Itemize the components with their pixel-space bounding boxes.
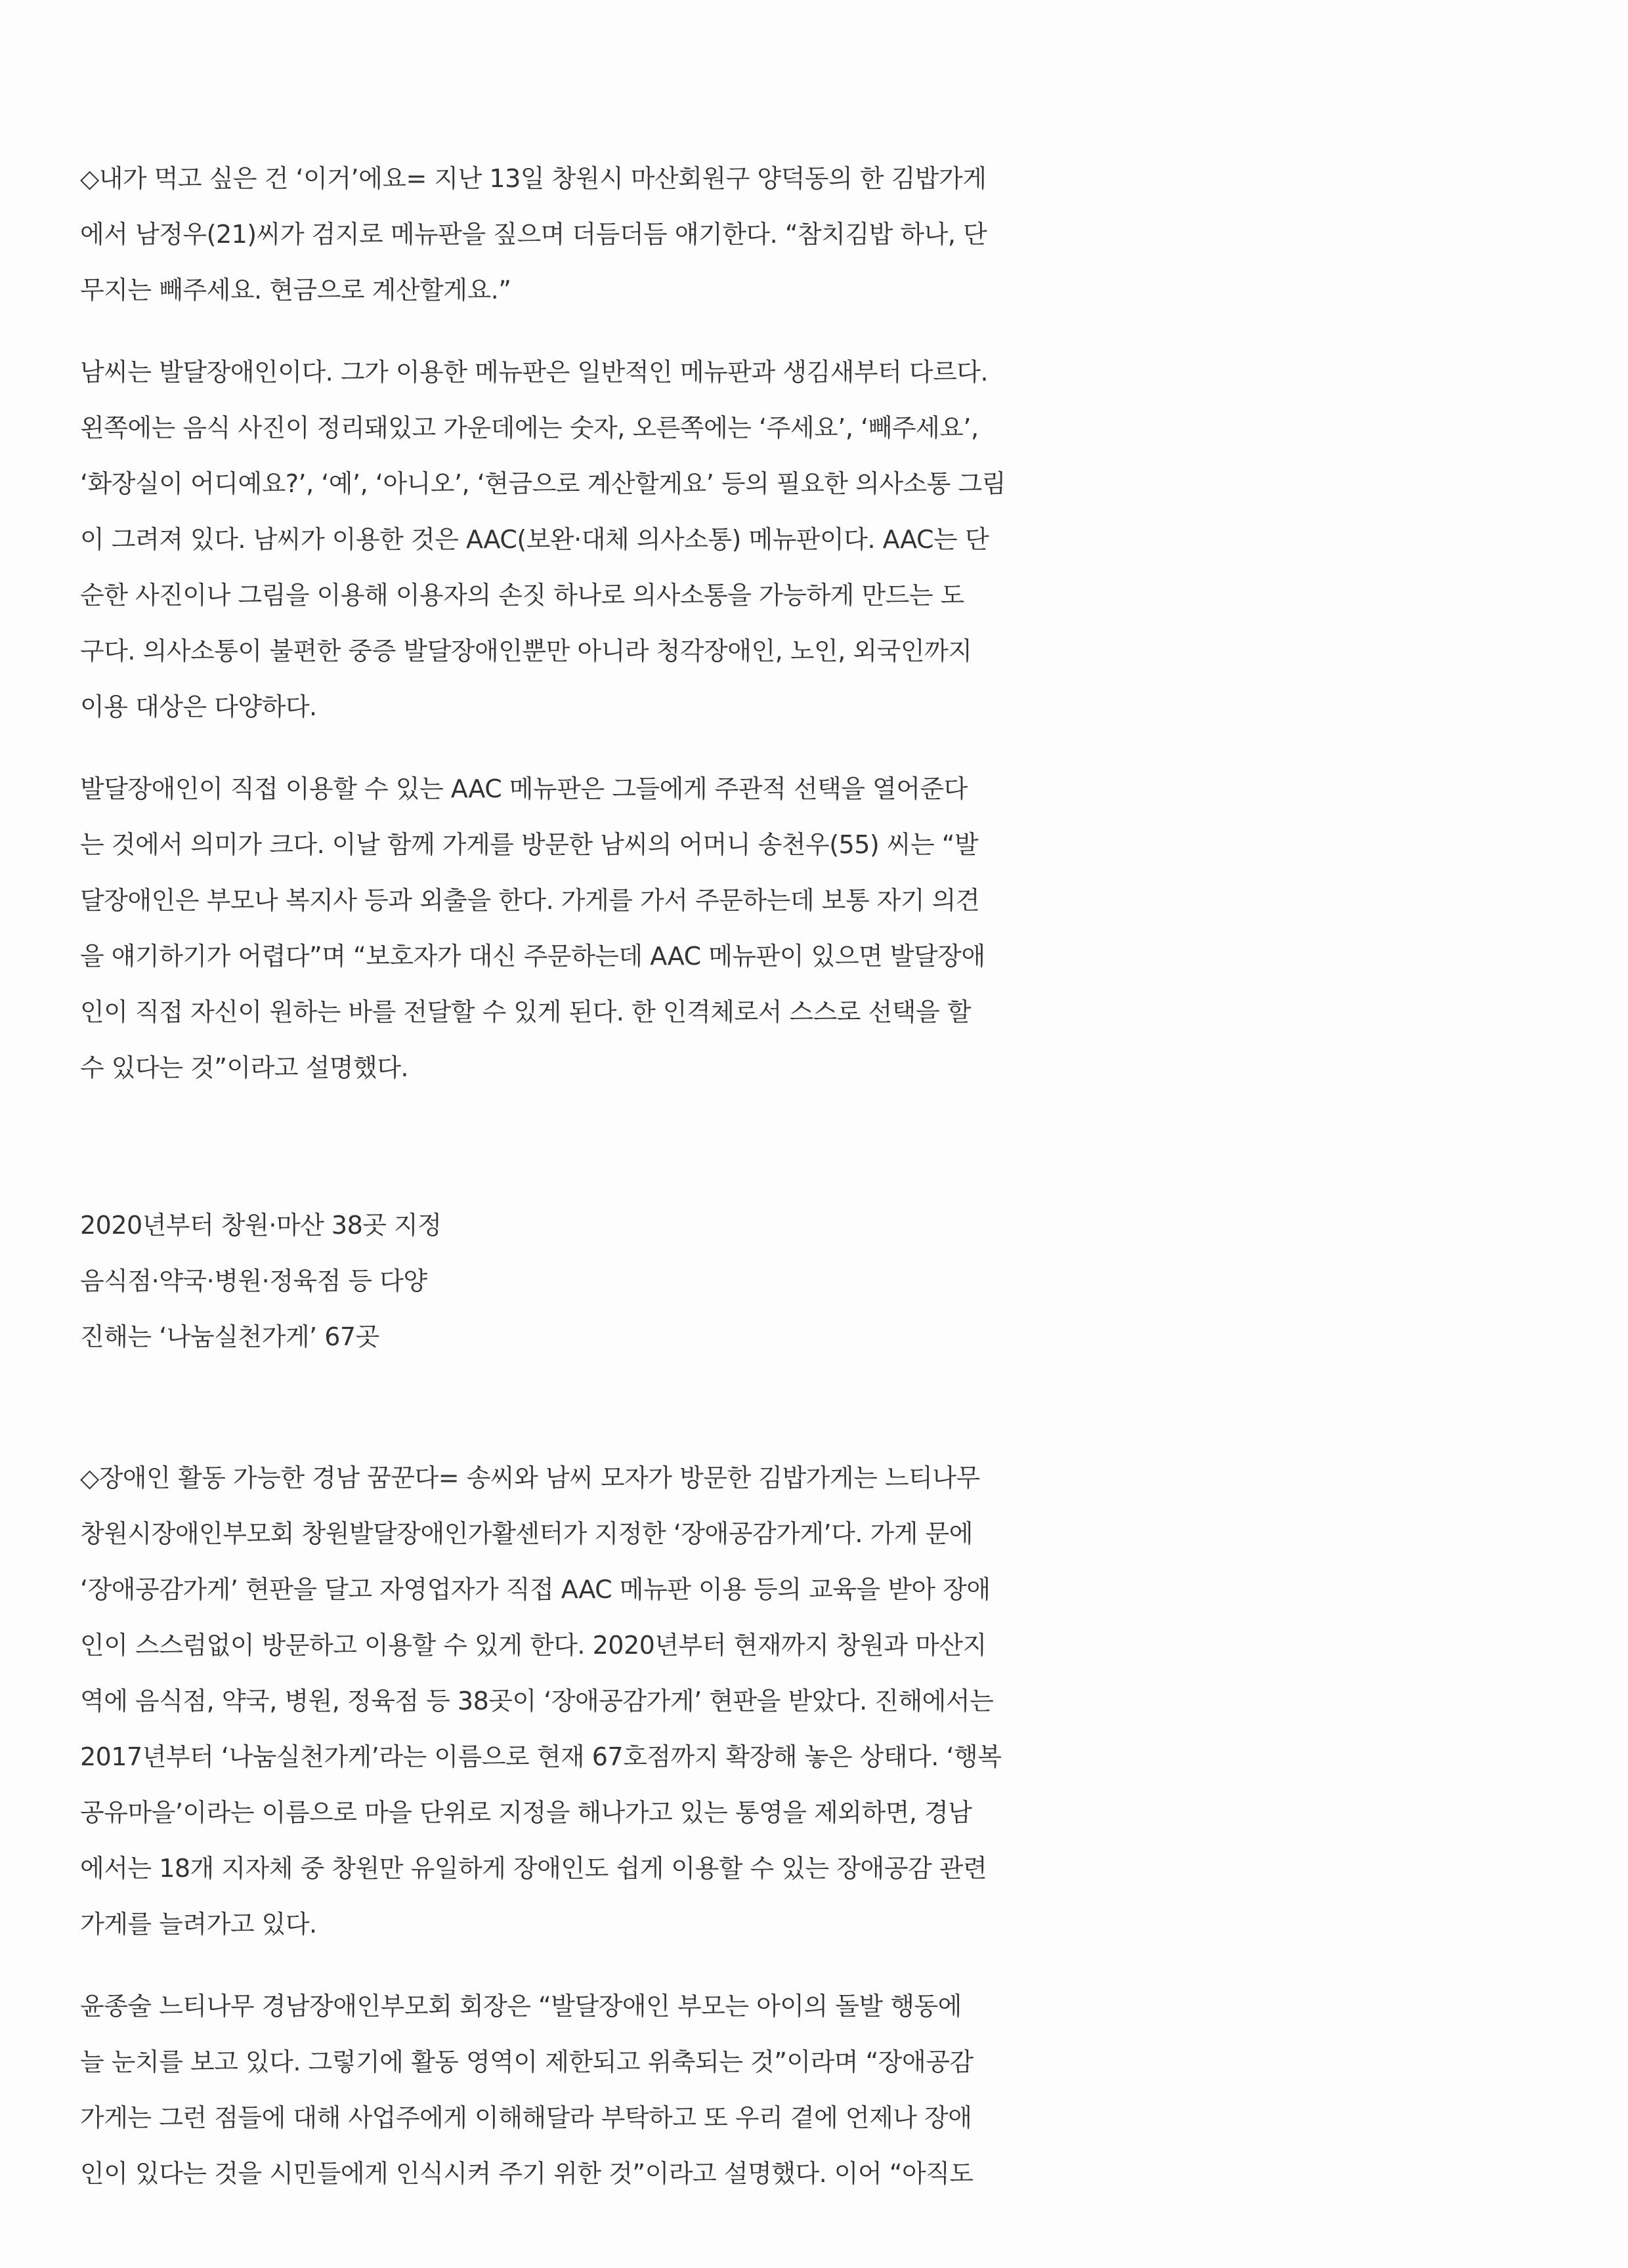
- text-line: 이 그려져 있다. 남씨가 이용한 것은 AAC(보완·대체 의사소통) 메뉴판이다. AAC는 단: [80, 525, 989, 554]
- text-line: ◇내가 먹고 싶은 건 ‘이거’에요= 지난 13일 창원시 마산회원구 양덕동의 한 김밥가게: [80, 164, 987, 193]
- subheadline-line: 음식점·약국·병원·정육점 등 다양: [80, 1267, 427, 1295]
- text-line: 2017년부터 ‘나눔실천가게’라는 이름으로 현재 67호점까지 확장해 놓은 상태다. ‘행복: [80, 1742, 1002, 1771]
- text-line: 수 있다는 것”이라고 설명했다.: [80, 1053, 409, 1082]
- paragraph-4: [80, 1450, 1117, 1952]
- text-line: 왼쪽에는 음식 사진이 정리돼있고 가운데에는 숫자, 오른쪽에는 ‘주세요’, ‘빼주세요’,: [80, 413, 979, 442]
- text-line: 인이 있다는 것을 시민들에게 인식시켜 주기 위한 것”이라고 설명했다. 이어 “아직도: [80, 2159, 974, 2188]
- spacer: [80, 1122, 1117, 1198]
- text-line: 창원시장애인부모회 창원발달장애인가활센터가 지정한 ‘장애공감가게’다. 가게 문에: [80, 1519, 973, 1548]
- text-line: 무지는 빼주세요. 현금으로 계산할게요.”: [80, 276, 511, 304]
- paragraph-3: [80, 761, 1117, 1096]
- text-line: 이용 대상은 다양하다.: [80, 692, 317, 721]
- text-line: ‘화장실이 어디예요?’, ‘예’, ‘아니오’, ‘현금으로 계산할게요’ 등의 필요한 의사소통 그림: [80, 469, 1006, 498]
- text-line: 구다. 의사소통이 불편한 중증 발달장애인뿐만 아니라 청각장애인, 노인, 외국인까지: [80, 637, 972, 665]
- paragraph-5: [80, 1979, 1117, 2202]
- text-line: 가게는 그런 점들에 대해 사업주에게 이해해달라 부탁하고 또 우리 곁에 언제나 장애: [80, 2103, 972, 2132]
- text-line: 남씨는 발달장애인이다. 그가 이용한 메뉴판은 일반적인 메뉴판과 생김새부터 다르다.: [80, 358, 989, 387]
- subheadline-line: 2020년부터 창원·마산 38곳 지정: [80, 1211, 442, 1240]
- text-line: 윤종술 느티나무 경남장애인부모회 회장은 “발달장애인 부모는 아이의 돌발 행동에: [80, 1992, 962, 2021]
- subheadline-line: 진해는 ‘나눔실천가게’ 67곳: [80, 1322, 379, 1351]
- paragraph-1: [80, 151, 1117, 318]
- text-line: 인이 직접 자신이 원하는 바를 전달할 수 있게 된다. 한 인격체로서 스스로 선택을 할: [80, 998, 971, 1026]
- text-line: 에서 남정우(21)씨가 검지로 메뉴판을 짚으며 더듬더듬 얘기한다. “참치김밥 하나, 단: [80, 220, 987, 249]
- paragraph-2: [80, 345, 1117, 735]
- text-line: 달장애인은 부모나 복지사 등과 외출을 한다. 가게를 가서 주문하는데 보통 자기 의견: [80, 886, 980, 915]
- text-line: 순한 사진이나 그림을 이용해 이용자의 손짓 하나로 의사소통을 가능하게 만드는 도: [80, 581, 964, 610]
- text-line: ◇장애인 활동 가능한 경남 꿈꾼다= 송씨와 남씨 모자가 방문한 김밥가게는 느티나무: [80, 1463, 980, 1492]
- text-line: 는 것에서 의미가 크다. 이날 함께 가게를 방문한 남씨의 어머니 송천우(55) 씨는 “발: [80, 830, 979, 859]
- text-line: 역에 음식점, 약국, 병원, 정육점 등 38곳이 ‘장애공감가게’ 현판을 받았다. 진해에서는: [80, 1687, 994, 1715]
- text-line: 발달장애인이 직접 이용할 수 있는 AAC 메뉴판은 그들에게 주관적 선택을 열어준다: [80, 774, 968, 803]
- text-line: 공유마을’이라는 이름으로 마을 단위로 지정을 해나가고 있는 통영을 제외하면, 경남: [80, 1798, 972, 1827]
- subheadline-block: [80, 1198, 1117, 1365]
- article-body: [80, 151, 1117, 2228]
- text-line: ‘장애공감가게’ 현판을 달고 자영업자가 직접 AAC 메뉴판 이용 등의 교육을 받아 장애: [80, 1575, 991, 1604]
- text-line: 늘 눈치를 보고 있다. 그렇기에 활동 영역이 제한되고 위축되는 것”이라며 “장애공감: [80, 2048, 974, 2076]
- text-line: 에서는 18개 지자체 중 창원만 유일하게 장애인도 쉽게 이용할 수 있는 장애공감 관련: [80, 1854, 987, 1883]
- text-line: 가게를 늘려가고 있다.: [80, 1910, 317, 1939]
- spacer: [80, 1365, 1117, 1450]
- text-line: 을 얘기하기가 어렵다”며 “보호자가 대신 주문하는데 AAC 메뉴판이 있으면 발달장애: [80, 942, 985, 971]
- text-line: 인이 스스럼없이 방문하고 이용할 수 있게 한다. 2020년부터 현재까지 창원과 마산지: [80, 1631, 987, 1660]
